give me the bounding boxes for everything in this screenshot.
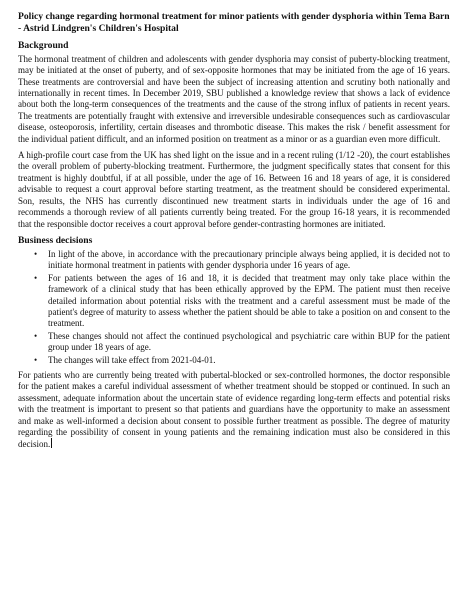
decision-item-2 bbox=[18, 273, 450, 330]
decision-item-3 bbox=[18, 331, 450, 354]
decision-item-text: In light of the above, in accordance with the precautionary principle always being applied, it is decided not to initiate hormonal treatment in patients with gender dysphoria under 16 years of age. bbox=[48, 248, 450, 271]
bullet-icon: • bbox=[34, 330, 38, 341]
business-decisions-heading: Business decisions bbox=[18, 234, 93, 246]
decision-item-4 bbox=[18, 355, 450, 366]
decisions-list bbox=[18, 249, 450, 366]
bullet-icon: • bbox=[34, 248, 38, 259]
decision-item-text: For patients between the ages of 16 and 18, it is decided that treatment may only take place within the framework of a clinical study that has been ethically approved by the EPM. The patient must then receive detailed information about potential risks with the treatment and a careful assessment must be made of the patient's degree of maturity to assess whether the patient should be able to take a position on and consent to the treatment. bbox=[48, 272, 450, 329]
decision-item-text: The changes will take effect from 2021-04-01. bbox=[48, 354, 216, 365]
decision-item-1 bbox=[18, 249, 450, 272]
closing-paragraph[interactable] bbox=[18, 370, 450, 451]
background-paragraph-1: The hormonal treatment of children and adolescents with gender dysphoria may consist of puberty-blocking treatment, may be initiated at the onset of puberty, and of sex-opposite hormones that may be initiated from the age of 16 years. These treatments are controversial and have been the subject of increasing attention and scrutiny both nationally and internationally in recent times. In December 2019, SBU published a knowledge review that shows a lack of evidence about both the long-term consequences of the treatments and the cause of the strong influx of patients in recent years. The treatments are potentially fraught with extensive and irreversible undesirable consequences such as cardiovascular disease, osteoporosis, infertility, certain diseases and thrombotic disease. This makes the risk / benefit assessment for the individual patient difficult, and an informed position on treatment as a minor or as a guardian even more difficult. bbox=[18, 53, 450, 144]
closing-paragraph-text: For patients who are currently being treated with pubertal-blocked or sex-controlled hormones, the doctor responsible for the patient makes a careful individual assessment of whether treatment should be stopped or continued. In such an assessment, adequate information about the uncertain state of evidence regarding long-term effects and potential risks with the treatment is important to present so that patients and guardians have the opportunity to make an assessment and make as well-informed a decision about consent to possible further treatment as possible. The degree of maturity regarding the possibility of consent in young patients and the remaining indication must also be considered in this decision. bbox=[18, 369, 450, 450]
decision-item-text: These changes should not affect the continued psychological and psychiatric care within BUP for the patient group under 18 years of age. bbox=[48, 330, 450, 353]
background-paragraph-2: A high-profile court case from the UK has shed light on the issue and in a recent ruling (1/12 -20), the court establishes the overall problem of puberty-blocking treatment. Furthermore, the judgment specifically states that consent for this treatment is highly doubtful, if at all possible, under the age of 16. Between 16 and 18 years of age, it is considered advisable to request a court approval before starting treatment, as the treatment should be considered experimental. Son, results, the NHS has currently discontinued new treatment starts in individuals under the age of 16 and recommends a thorough review of all patients currently being treated. For the group 16-18 years, it is recommended that the responsible doctor receives a court approval before gender-contrasting hormones are initiated. bbox=[18, 150, 450, 229]
background-heading: Background bbox=[18, 39, 69, 51]
text-cursor bbox=[51, 438, 52, 448]
bullet-icon: • bbox=[34, 354, 38, 365]
document-title: Policy change regarding hormonal treatment for minor patients with gender dysphoria within Tema Barn - Astrid Lindgren's Children's Hospital bbox=[18, 11, 450, 35]
bullet-icon: • bbox=[34, 272, 38, 283]
